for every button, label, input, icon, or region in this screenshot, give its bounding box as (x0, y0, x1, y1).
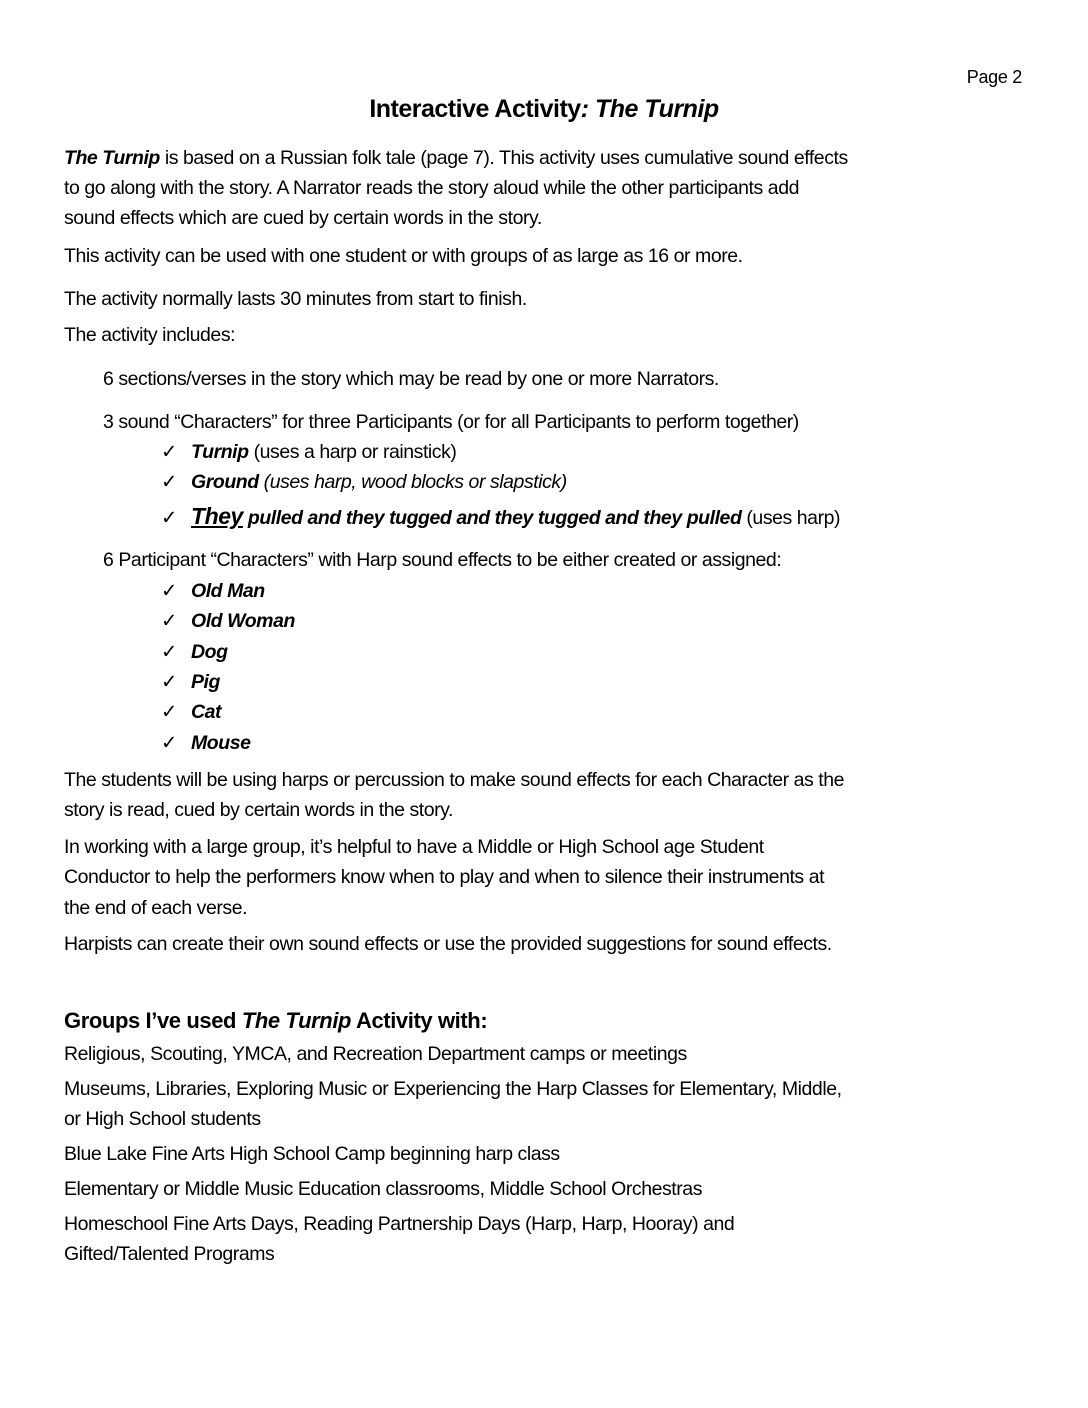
list-item (161, 637, 228, 667)
item-name-rest: pulled and they tugged and they tugged and they pulled (242, 507, 742, 529)
list-item (161, 697, 221, 727)
checkmark-icon: ✓ (161, 471, 177, 493)
students-line-2: story is read, cued by certain words in the story. (64, 799, 453, 821)
participant-characters-intro: 6 Participant “Characters” with Harp sound effects to be either created or assigned: (103, 549, 782, 571)
item-name: Turnip (191, 441, 249, 463)
character-name: Old Woman (191, 610, 295, 632)
list-item (161, 728, 251, 758)
sound-characters-intro: 3 sound “Characters” for three Participants (or for all Participants to perform together) (103, 411, 799, 433)
includes-label: The activity includes: (64, 324, 236, 346)
large-group-line-1: In working with a large group, it’s helpful to have a Middle or High School age Student (64, 836, 764, 858)
large-group-line-2: Conductor to help the performers know when to play and when to silence their instruments at (64, 866, 825, 888)
character-name: Old Man (191, 580, 265, 602)
group-size-text: This activity can be used with one student or with groups of as large as 16 or more. (64, 245, 743, 267)
group-item: Homeschool Fine Arts Days, Reading Partnership Days (Harp, Harp, Hooray) and (64, 1213, 735, 1235)
intro-line-1 (64, 143, 1034, 173)
checkmark-icon: ✓ (161, 610, 177, 632)
list-item (161, 467, 567, 497)
list-item (161, 501, 840, 533)
character-name: Mouse (191, 732, 251, 754)
list-item (161, 437, 456, 467)
page-number: Page 2 (966, 67, 1022, 87)
checkmark-icon: ✓ (161, 671, 177, 693)
checkmark-icon: ✓ (161, 507, 177, 529)
group-item: Elementary or Middle Music Education classrooms, Middle School Orchestras (64, 1178, 702, 1200)
groups-heading-italic: The Turnip (241, 1008, 352, 1033)
intro-bold-title: The Turnip (64, 147, 160, 169)
large-group-line-3: the end of each verse. (64, 897, 248, 919)
character-name: Pig (191, 671, 220, 693)
checkmark-icon: ✓ (161, 701, 177, 723)
item-name: Ground (191, 471, 259, 493)
item-note: (uses harp, wood blocks or slapstick) (258, 471, 567, 493)
groups-heading-pre: Groups I’ve used (64, 1008, 242, 1033)
group-item: Museums, Libraries, Exploring Music or Experiencing the Harp Classes for Elementary, Middle, (64, 1078, 842, 1100)
group-item: Religious, Scouting, YMCA, and Recreation Department camps or meetings (64, 1043, 687, 1065)
intro-line-3: sound effects which are cued by certain words in the story. (64, 207, 542, 229)
sections-line: 6 sections/verses in the story which may be read by one or more Narrators. (103, 368, 719, 390)
duration-text: The activity normally lasts 30 minutes from start to finish. (64, 288, 527, 310)
list-item (161, 606, 295, 636)
group-item-continued: Gifted/Talented Programs (64, 1243, 275, 1265)
checkmark-icon: ✓ (161, 580, 177, 602)
page-title (0, 95, 1088, 124)
list-item (161, 576, 265, 606)
character-name: Dog (191, 641, 228, 663)
checkmark-icon: ✓ (161, 732, 177, 754)
item-name: They (191, 503, 243, 529)
item-note: (uses harp) (741, 507, 841, 529)
title-suffix: : The Turnip (580, 95, 719, 123)
groups-heading (64, 1008, 487, 1034)
item-note: (uses a harp or rainstick) (248, 441, 457, 463)
intro-line-1-text: is based on a Russian folk tale (page 7). This activity uses cumulative sound effects (159, 147, 848, 169)
character-name: Cat (191, 701, 222, 723)
group-item-continued: or High School students (64, 1108, 261, 1130)
harpists-line: Harpists can create their own sound effects or use the provided suggestions for sound effects. (64, 933, 832, 955)
checkmark-icon: ✓ (161, 641, 177, 663)
group-item: Blue Lake Fine Arts High School Camp beginning harp class (64, 1143, 560, 1165)
students-line-1: The students will be using harps or percussion to make sound effects for each Character as the (64, 769, 845, 791)
list-item (161, 667, 220, 697)
intro-line-2: to go along with the story. A Narrator reads the story aloud while the other participants add (64, 177, 799, 199)
title-prefix: Interactive Activity (369, 95, 581, 123)
groups-heading-post: Activity with: (351, 1008, 488, 1033)
checkmark-icon: ✓ (161, 441, 177, 463)
